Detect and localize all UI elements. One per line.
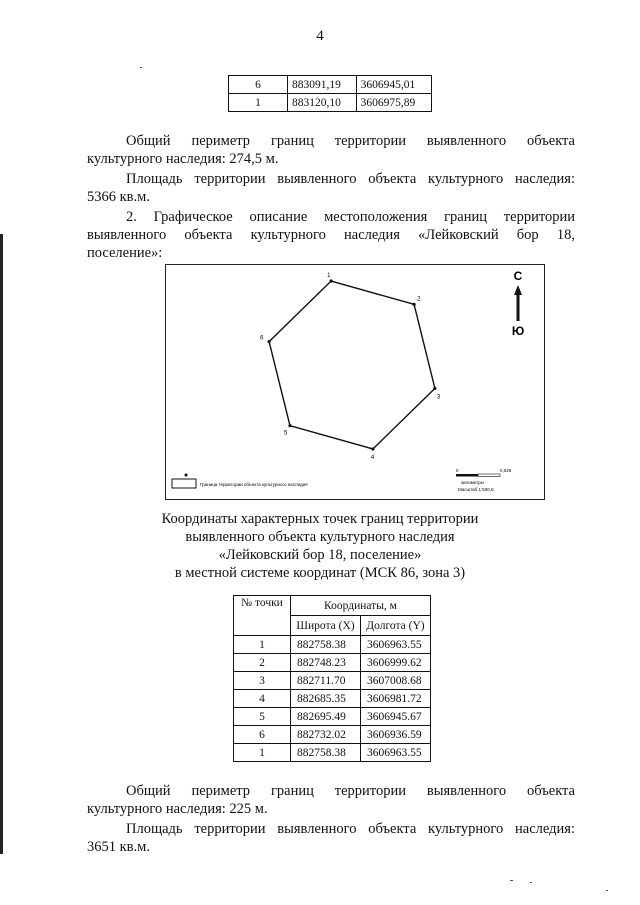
longitude-cell: 3607008.68 (360, 672, 430, 690)
area-text-2-end: 3651 кв.м. (87, 839, 150, 855)
coordinates-caption-line-2: выявленного объекта культурного наследия (185, 529, 455, 545)
table-row (234, 636, 431, 654)
header-coordinates: Координаты, м (291, 596, 431, 616)
boundary-point-label: 2 (417, 296, 421, 303)
point-number: 1 (234, 636, 291, 654)
table-row (234, 726, 431, 744)
scale-segment (478, 474, 500, 477)
boundary-point-marker (371, 447, 374, 450)
longitude-cell: 3606945,01 (356, 76, 431, 94)
point-number: 4 (234, 690, 291, 708)
latitude-cell: 882685.35 (291, 690, 361, 708)
point-number: 5 (234, 708, 291, 726)
arrow-shaft (517, 295, 520, 321)
section-2-line-3: поселение»: (87, 245, 163, 261)
longitude-cell: 3606981.72 (360, 690, 430, 708)
latitude-cell: 882732.02 (291, 726, 361, 744)
boundary-point-marker (433, 387, 436, 390)
boundary-point-marker (288, 424, 291, 427)
point-number: 6 (229, 76, 288, 94)
legend-marker-icon (185, 474, 188, 477)
boundary-point-label: 3 (436, 394, 441, 401)
boundary-point-marker (330, 279, 333, 282)
legend-symbol (172, 479, 196, 488)
table-row (234, 744, 431, 762)
header-longitude: Долгота (Y) (360, 616, 430, 636)
scale-bar (456, 468, 512, 492)
legend-label: Граница территории объекта культурного наследия (200, 482, 308, 487)
header-point-number: № точки (234, 596, 291, 636)
scan-speck (606, 890, 608, 891)
north-arrow (512, 269, 524, 338)
latitude-cell: 882758.38 (291, 744, 361, 762)
point-number: 6 (234, 726, 291, 744)
scale-segment (456, 474, 478, 477)
south-label: Ю (511, 324, 525, 338)
scan-speck (140, 67, 142, 68)
longitude-cell: 3606999.62 (360, 654, 430, 672)
scale-end: 0,025 (500, 468, 512, 473)
table-row (234, 708, 431, 726)
area-text-1: Площадь территории выявленного объекта культурного наследия: (126, 171, 575, 187)
table-header-row (234, 596, 431, 616)
area-text-2: Площадь территории выявленного объекта культурного наследия: (126, 821, 575, 837)
scale-ratio: Масштаб 1:500,0 (458, 487, 494, 492)
table-row (234, 654, 431, 672)
section-2-line-2: выявленного объекта культурного наследия «Лейковский бор 18, (87, 227, 575, 243)
longitude-cell: 3606963.55 (360, 636, 430, 654)
boundary-point-label: 5 (283, 430, 288, 437)
map-legend (172, 474, 308, 489)
boundary-map-canvas (166, 265, 544, 499)
scan-margin-line (0, 234, 3, 854)
point-number: 1 (229, 94, 288, 112)
boundary-point-marker (267, 340, 270, 343)
latitude-cell: 882695.49 (291, 708, 361, 726)
perimeter-text-1-end: культурного наследия: 274,5 м. (87, 151, 279, 167)
boundary-point-label: 6 (260, 335, 264, 342)
area-text-1-end: 5366 кв.м. (87, 189, 150, 205)
coordinates-table (233, 595, 431, 762)
scan-speck (510, 880, 513, 881)
scale-units: километры (461, 480, 484, 485)
longitude-cell: 3606975,89 (356, 94, 431, 112)
point-number: 2 (234, 654, 291, 672)
coordinates-caption-line-4: в местной системе координат (МСК 86, зона 3) (174, 565, 466, 581)
point-number: 1 (234, 744, 291, 762)
section-2-heading: 2. Графическое описание местоположения границ территории (126, 209, 575, 225)
latitude-cell: 883091,19 (288, 76, 357, 94)
boundary-point-label: 1 (327, 273, 331, 280)
header-latitude: Широта (X) (291, 616, 361, 636)
perimeter-text-1: Общий периметр границ территории выявленного объекта (126, 133, 575, 149)
longitude-cell: 3606963.55 (360, 744, 430, 762)
boundary-polygon (269, 281, 435, 449)
north-arrow-icon (514, 285, 522, 295)
longitude-cell: 3606945.67 (360, 708, 430, 726)
scan-speck (530, 882, 532, 883)
point-number: 3 (234, 672, 291, 690)
boundary-point-marker (412, 303, 415, 306)
scale-zero: 0 (456, 468, 459, 473)
latitude-cell: 882748.23 (291, 654, 361, 672)
table-row (229, 94, 432, 112)
coordinates-caption-line-1: Координаты характерных точек границ территории (161, 511, 479, 527)
boundary-point-label: 4 (370, 454, 375, 461)
table-row (234, 672, 431, 690)
latitude-cell: 882711.70 (291, 672, 361, 690)
perimeter-text-2: Общий периметр границ территории выявленного объекта (126, 783, 575, 799)
latitude-cell: 883120,10 (288, 94, 357, 112)
boundary-map (165, 264, 545, 500)
coordinates-caption-line-3: «Лейковский бор 18, поселение» (218, 547, 422, 563)
table-row (234, 690, 431, 708)
longitude-cell: 3606936.59 (360, 726, 430, 744)
latitude-cell: 882758.38 (291, 636, 361, 654)
page-number: 4 (316, 28, 324, 44)
table-row (229, 76, 432, 94)
perimeter-text-2-end: культурного наследия: 225 м. (87, 801, 268, 817)
north-label: С (513, 269, 523, 283)
continued-coordinates-table (228, 75, 432, 112)
